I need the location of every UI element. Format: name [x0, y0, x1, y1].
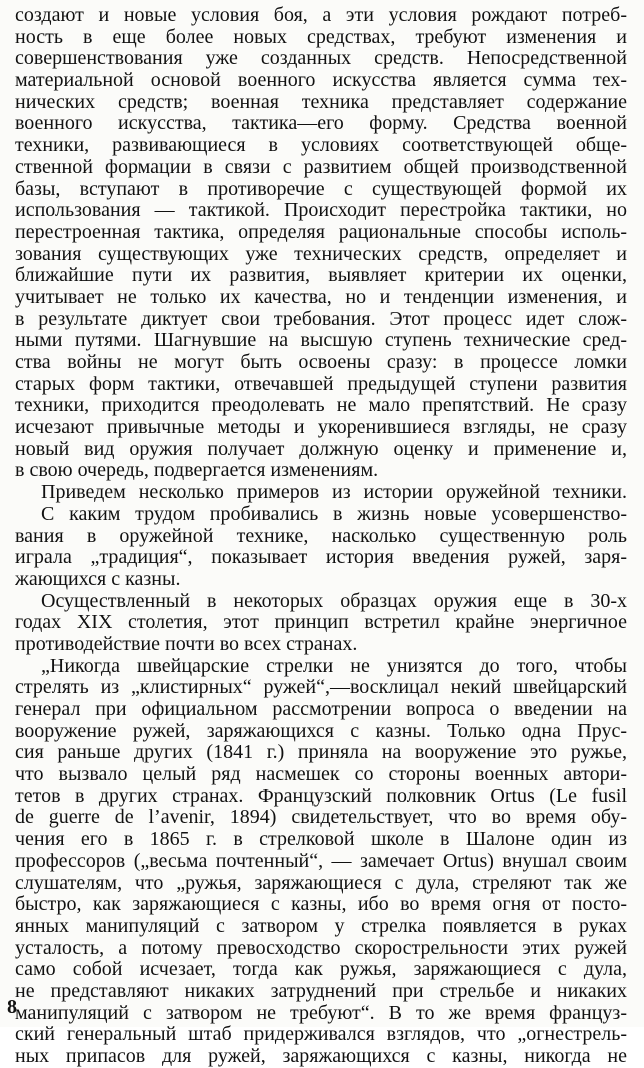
text-line: ность в еще более новых средствах, требуют изменения и — [15, 26, 627, 48]
text-line: само собой исчезает, тогда как ружья, заряжающиеся с дула, — [15, 959, 627, 981]
text-line: профессоров („весьма почтенный“, — замечает Ortus) внушал своим — [15, 850, 627, 872]
text-line: чения его в 1865 г. в стрелковой школе в Шалоне один из — [15, 829, 627, 851]
text-line: Приведем несколько примеров из истории оружейной техники. — [41, 482, 627, 504]
text-line: ский генеральный штаб придерживался взглядов, что „огнестрель- — [15, 1024, 627, 1046]
body-text — [15, 5, 627, 1068]
text-line: стрелять из „клистирных“ ружей“,—восклицал некий швейцарский — [15, 677, 627, 699]
text-line: Осуществленный в некоторых образцах оружия еще в 30-х — [41, 590, 627, 612]
text-line: сия раньше других (1841 г.) приняла на вооружение это ружье, — [15, 742, 627, 764]
text-line: техники, развивающиеся в условиях соответствующей обще- — [15, 135, 627, 157]
text-line: тетов в других странах. Французский полковник Ortus (Le fusil — [15, 785, 627, 807]
text-line: ными путями. Шагнувшие на высшую ступень технические сред- — [15, 330, 627, 352]
text-line: старых форм тактики, отвечавшей предыдущей ступени развития — [15, 373, 627, 395]
text-line: ства войны не могут быть освоены сразу: в процессе ломки — [15, 352, 627, 373]
text-line: противодействие почти во всех странах. — [15, 633, 358, 655]
text-line: de guerre de l’avenir, 1894) свидетельствует, что во время обу- — [15, 807, 627, 829]
text-line: быстро, как заряжающиеся с казны, ибо во время огня от посто- — [15, 894, 627, 916]
text-line: нических средств; военная техника представляет содержание — [15, 91, 627, 113]
text-line: исчезают привычные методы и укоренившиеся взгляды, не сразу — [15, 417, 627, 439]
text-line: техники, приходится преодолевать не мало препятствий. Не сразу — [15, 395, 627, 417]
text-line: вооружение ружей, заряжающихся с казны. Только одна Прус- — [15, 720, 627, 742]
text-line: усталость, а потому превосходство скорострельности этих ружей — [15, 937, 627, 959]
text-line: материальной основой военного искусства является сумма тех- — [15, 70, 627, 92]
text-line: создают и новые условия боя, а эти условия рождают потреб- — [15, 5, 627, 26]
text-line: играла „традиция“, показывает история введения ружей, заря- — [15, 547, 627, 569]
text-line: военного искусства, тактика—его форму. Средства военной — [15, 113, 627, 135]
text-line: слушателям, что „ружья, заряжающиеся с дула, стреляют так же — [15, 872, 627, 894]
text-line: в результате диктует свои требования. Этот процесс идет слож- — [15, 308, 627, 330]
text-line: янных манипуляций с затвором у стрелка появляется в руках — [15, 915, 627, 937]
text-line: использования — тактикой. Происходит перестройка тактики, но — [15, 200, 627, 222]
page-number: 8 — [7, 996, 17, 1018]
text-line: С каким трудом пробивались в жизнь новые усовершенство- — [41, 503, 627, 525]
text-line: генерал при официальном рассмотрении вопроса о введении на — [15, 699, 627, 720]
text-line: перестроенная тактика, определяя рациональные способы исполь- — [15, 221, 627, 243]
text-line: ных припасов для ружей, заряжающихся с казны, никогда не — [15, 1046, 627, 1067]
text-line: жающихся с казны. — [15, 568, 181, 590]
text-line: ближайшие пути их развития, выявляет критерии их оценки, — [15, 265, 627, 287]
text-line: учитывает не только их качества, но и тенденции изменения, и — [15, 286, 627, 308]
text-line: что вызвало целый ряд насмешек со стороны военных автори- — [15, 764, 627, 786]
text-line: вания в оружейной технике, насколько существенную роль — [15, 525, 627, 547]
text-line: новый вид оружия получает должную оценку и применение и, — [15, 438, 627, 460]
text-line: совершенствования уже созданных средств. Непосредственной — [15, 48, 627, 70]
text-line: базы, вступают в противоречие с существующей формой их — [15, 178, 627, 200]
text-line: зования существующих уже технических средств, определяет и — [15, 243, 627, 265]
text-line: ственной формации в связи с развитием общей производственной — [15, 156, 627, 178]
text-line: „Никогда швейцарские стрелки не унизятся до того, чтобы — [41, 655, 627, 677]
text-line: в свою очередь, подвергается изменениям. — [15, 460, 379, 482]
text-line: годах XIX столетия, этот принцип встретил крайне энергичное — [15, 612, 627, 634]
text-line: манипуляций с затвором не требуют“. В то же время француз- — [15, 1002, 627, 1024]
text-line: не представляют никаких затруднений при стрельбе и никаких — [15, 980, 627, 1002]
